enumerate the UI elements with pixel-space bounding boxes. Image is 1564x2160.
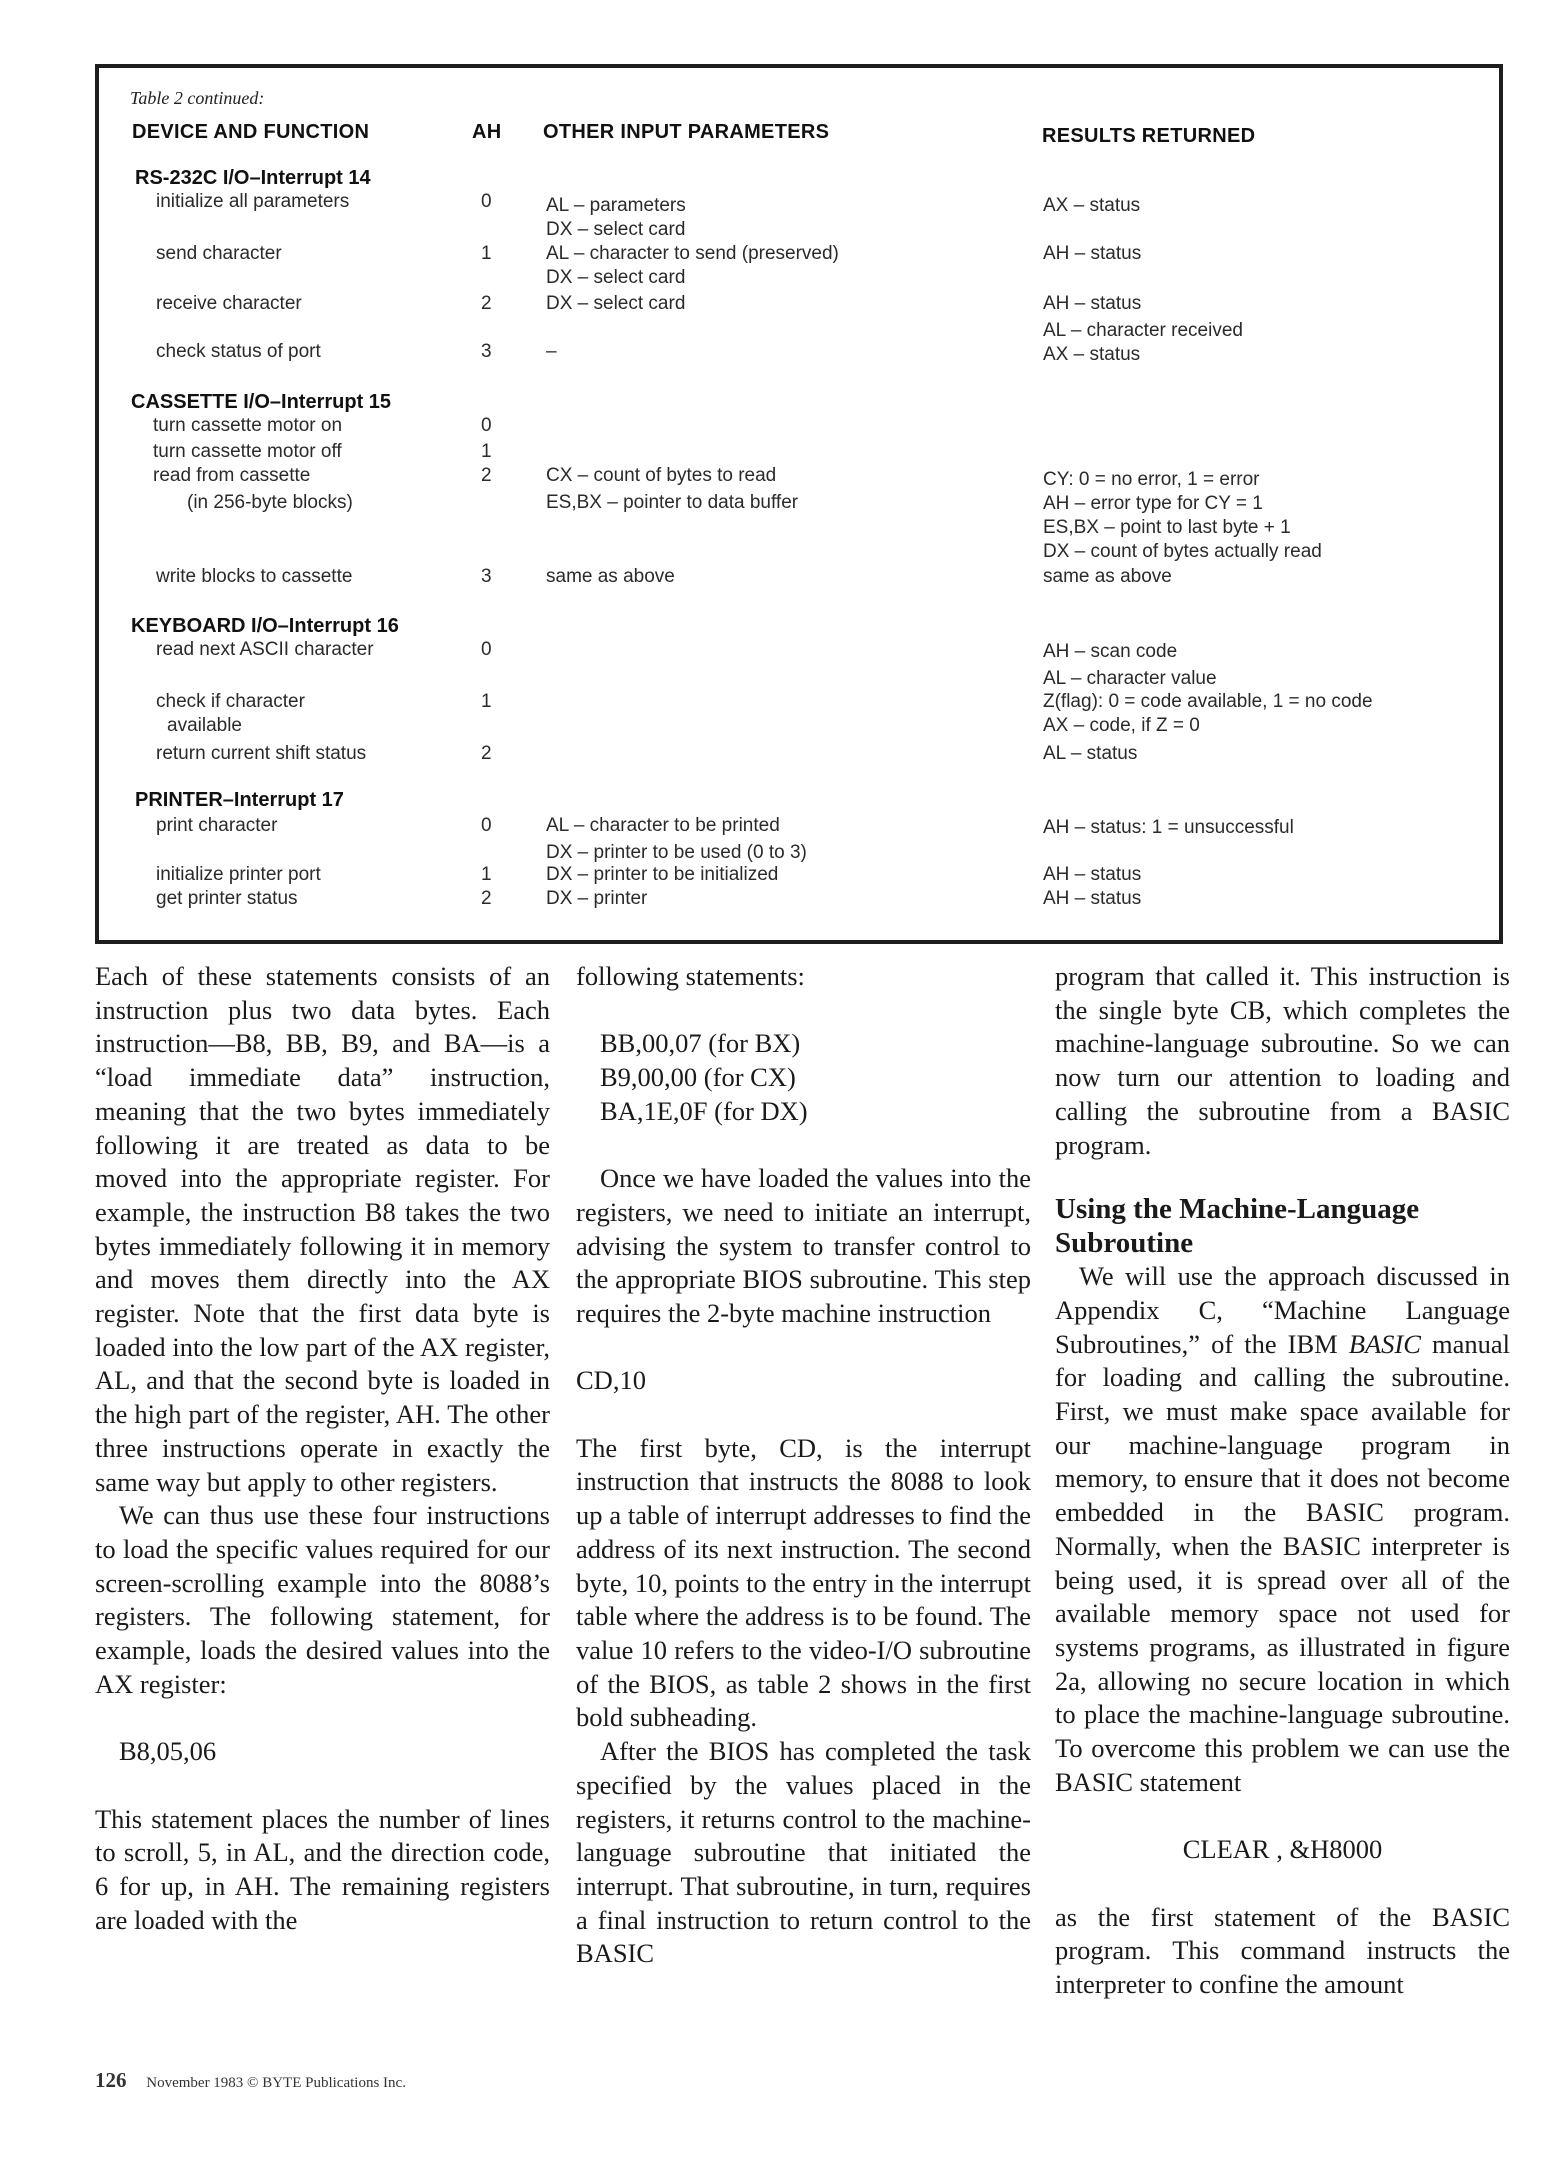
header-results: RESULTS RETURNED [1042,125,1256,147]
input-cell: DX – printer to be initialized [546,864,779,885]
table-caption: Table 2 continued: [130,88,265,108]
input-cell: AL – character to be printed [546,815,780,836]
result-cell: AX – code, if Z = 0 [1043,715,1200,736]
function-cell: turn cassette motor off [153,441,342,462]
page-footer [95,2068,406,2093]
ah-cell: 2 [481,293,492,314]
result-cell: AH – status [1043,888,1142,909]
table-2-continued [95,64,1503,944]
input-cell: CX – count of bytes to read [546,465,777,486]
section-title-cassette: CASSETTE I/O–Interrupt 15 [131,391,392,413]
header-ah: AH [472,121,502,143]
paragraph: Each of these statements consists of an instruction plus two data bytes. Each instruction—B8, BB, B9, and BA—is a “load immediate data” instruction, meaning that the two bytes immediately following it are treated as data to be moved into the appropriate register. For example, the instruction B8 takes the two bytes immediately following it in memory and moves them directly into the AX register. Note that the first data byte is loaded into the low part of the AX register, AL, and that the second byte is loaded in the high part of the register, AH. The other three instructions operate in exactly the same way but apply to other registers. [95,961,550,1497]
input-cell: DX – printer to be used (0 to 3) [546,842,807,863]
paragraph: After the BIOS has completed the task specified by the values placed in the registers, it returns control to the machine-language subroutine that initiated the interrupt. That subroutine, in turn, requires a final instruction to return control to the BASIC [576,1736,1031,1969]
result-cell: AL – character received [1043,320,1243,341]
function-cell: return current shift status [156,743,367,764]
paragraph: program that called it. This instruction is the single byte CB, which completes the machine-language subroutine. So we can now turn our attention to loading and calling the subroutine from a BASIC program. [1055,961,1510,1160]
input-cell: DX – select card [546,219,686,240]
result-cell: DX – count of bytes actually read [1043,541,1322,562]
function-cell: (in 256-byte blocks) [187,492,353,513]
section-title-printer: PRINTER–Interrupt 17 [135,789,344,811]
result-cell: AH – error type for CY = 1 [1043,493,1263,514]
paragraph: as the first statement of the BASIC program. This command instructs the interpreter to confine the amount [1055,1901,1510,1999]
result-cell: Z(flag): 0 = code available, 1 = no code [1043,691,1373,712]
ah-cell: 1 [481,441,492,462]
function-cell: check if character [156,691,305,712]
code-line: B9,00,00 (for CX) [600,1062,796,1093]
ah-cell: 0 [481,815,492,836]
input-cell: AL – parameters [546,195,686,216]
ah-cell: 1 [481,864,492,885]
function-cell: print character [156,815,278,836]
input-cell: same as above [546,566,675,587]
issue-line: November 1983 © BYTE Publications Inc. [146,2075,406,2091]
result-cell: AH – status [1043,864,1142,885]
function-cell: read from cassette [153,465,311,486]
ah-cell: 3 [481,566,492,587]
ah-cell: 2 [481,743,492,764]
function-cell: write blocks to cassette [156,566,353,587]
ah-cell: 0 [481,639,492,660]
code-line: BA,1E,0F (for DX) [600,1095,808,1126]
function-cell: get printer status [156,888,298,909]
input-cell: DX – select card [546,293,686,314]
result-cell: AH – status [1043,293,1142,314]
result-cell: AH – status [1043,243,1142,264]
function-cell: receive character [156,293,302,314]
result-cell: AL – character value [1043,668,1217,689]
code-line: B8,05,06 [119,1736,217,1767]
code-line: CD,10 [576,1365,646,1396]
text-column-3 [1055,960,1510,2002]
ah-cell: 0 [481,191,492,212]
function-cell: read next ASCII character [156,639,374,660]
ah-cell: 1 [481,691,492,712]
result-cell: AH – scan code [1043,641,1178,662]
text-column-1 [95,960,550,1937]
page-number: 126 [95,2068,127,2092]
code-line: CLEAR , &H8000 [1182,1834,1383,1865]
section-title-keyboard: KEYBOARD I/O–Interrupt 16 [131,615,399,637]
input-cell: ES,BX – pointer to data buffer [546,492,799,513]
ah-cell: 2 [481,465,492,486]
result-cell: same as above [1043,566,1172,587]
paragraph: following statements: [576,961,805,991]
input-cell: – [546,341,557,362]
result-cell: AX – status [1043,195,1141,216]
code-line: BB,00,07 (for BX) [600,1028,801,1059]
input-cell: DX – printer [546,888,648,909]
result-cell: AH – status: 1 = unsuccessful [1043,817,1294,838]
paragraph: The first byte, CD, is the interrupt instruction that instructs the 8088 to look up a table of interrupt addresses to find the address of its next instruction. The second byte, 10, points to the entry in the interrupt table where the address is to be found. The value 10 refers to the video-I/O subroutine of the BIOS, as table 2 shows in the first bold subheading. [576,1432,1031,1733]
input-cell: DX – select card [546,267,686,288]
input-cell: AL – character to send (preserved) [546,243,839,264]
function-cell: send character [156,243,282,264]
function-cell: initialize printer port [156,864,321,885]
paragraph [1055,1260,1510,1799]
paragraph: We can thus use these four instructions to load the specific values required for our screen-scrolling example into the 8088’s registers. The following statement, for example, loads the desired values into the AX register: [95,1500,550,1699]
function-cell: turn cassette motor on [153,415,343,436]
result-cell: CY: 0 = no error, 1 = error [1043,469,1260,490]
paragraph-text: manual for loading and calling the subroutine. First, we must make space available for our machine-language program in memory, to ensure that it does not become embedded in the BASIC program. Normally, when the BASIC interpreter is being used, it is spread over all of the available memory space not used for systems programs, as illustrated in figure 2a, allowing no secure location in which to place the machine-language subroutine. To overcome this problem we can use the BASIC statement [1055,1328,1511,1797]
ah-cell: 1 [481,243,492,264]
section-title-rs232c: RS-232C I/O–Interrupt 14 [135,167,371,189]
text-column-2 [576,960,1031,1971]
function-cell: check status of port [156,341,321,362]
result-cell: AL – status [1043,743,1138,764]
result-cell: AX – status [1043,344,1141,365]
header-other-inputs: OTHER INPUT PARAMETERS [543,121,830,143]
ah-cell: 0 [481,415,492,436]
result-cell: ES,BX – point to last byte + 1 [1043,517,1291,538]
function-cell: available [167,715,242,736]
section-heading: Using the Machine-Language Subroutine [1055,1193,1420,1260]
header-device-function: DEVICE AND FUNCTION [132,121,370,143]
function-cell: initialize all parameters [156,191,350,212]
ah-cell: 2 [481,888,492,909]
paragraph: Once we have loaded the values into the registers, we need to initiate an interrupt, advising the system to transfer control to the appropriate BIOS subroutine. This step requires the 2-byte machine instruction [576,1163,1031,1328]
paragraph: This statement places the number of lines to scroll, 5, in AL, and the direction code, 6 for up, in AH. The remaining registers are loaded with the [95,1803,550,1935]
ah-cell: 3 [481,341,492,362]
paragraph-text: We will use the approach discussed in Appendix C, “Machine Language Subroutines,” of the IBM [1055,1261,1510,1359]
emphasis-text: BASIC [1348,1328,1421,1359]
